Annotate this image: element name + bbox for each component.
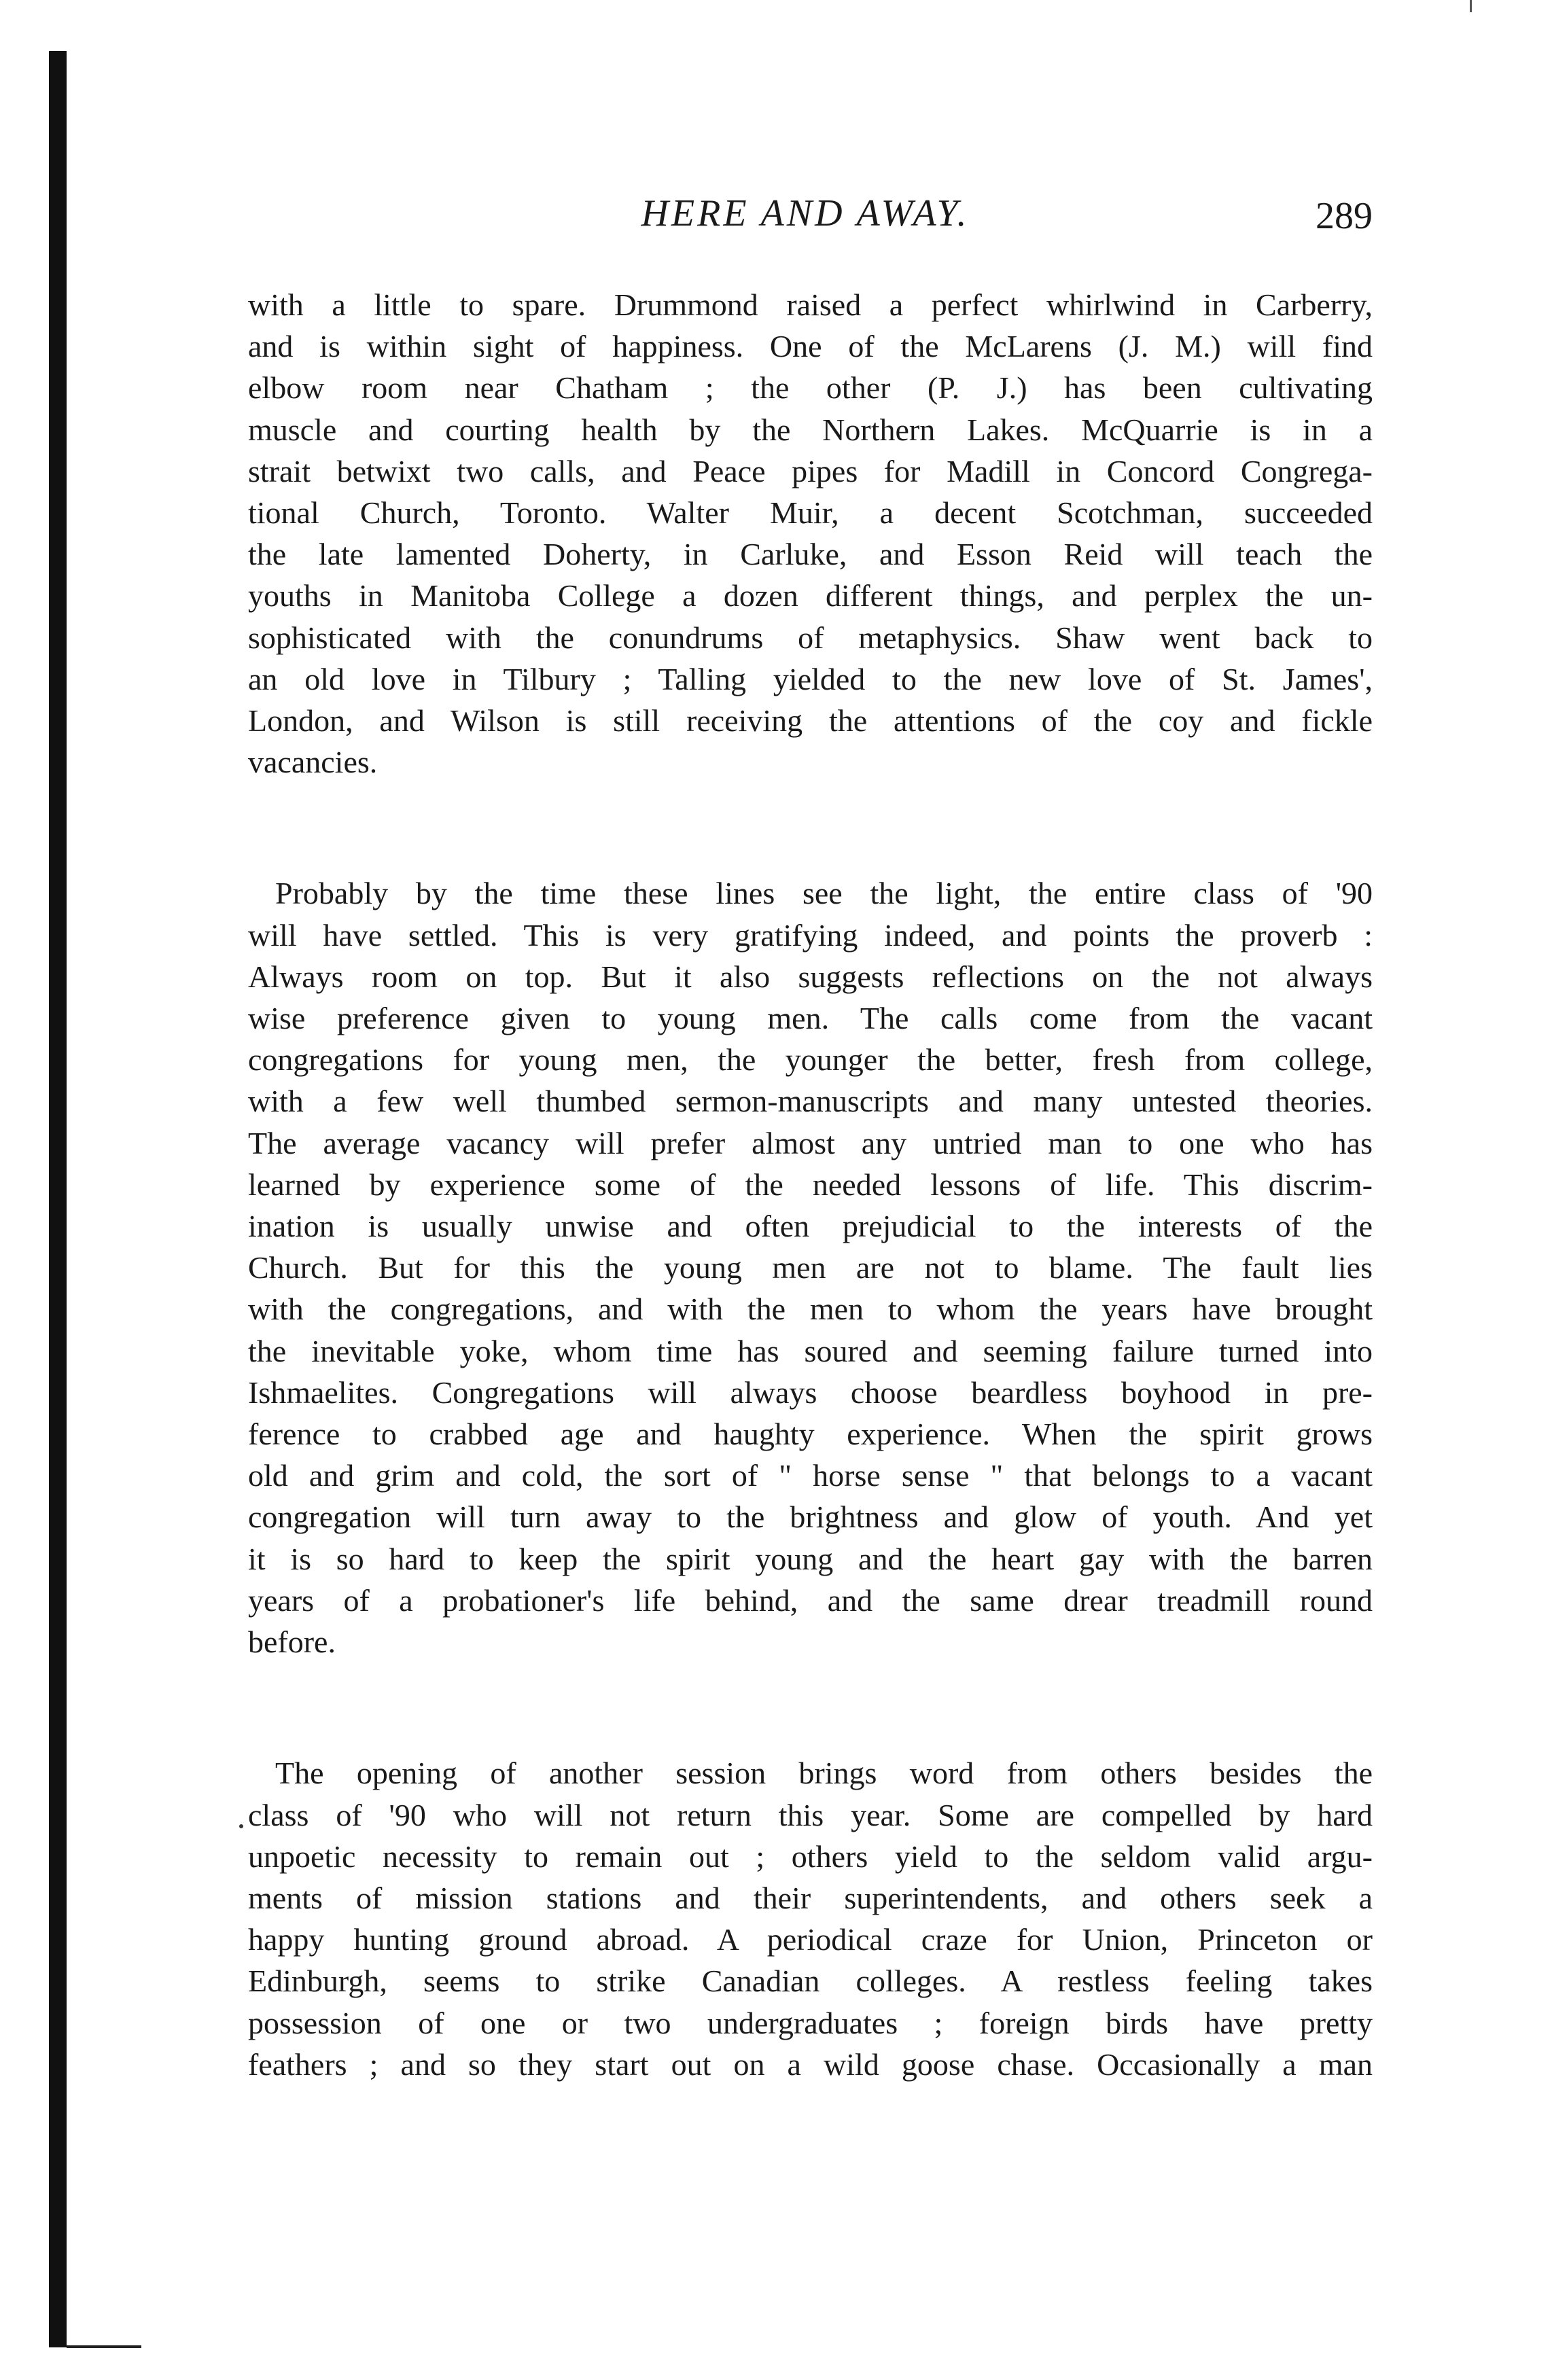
text-line: with the congregations, and with the men to whom the years have brought	[248, 1292, 1373, 1327]
page-edge-tick	[1470, 0, 1472, 12]
text-line: tional Church, Toronto. Walter Muir, a decent Scotchman, succeeded	[248, 495, 1373, 531]
text-line: congregations for young men, the younger the better, fresh from college,	[248, 1042, 1373, 1078]
text-line: Probably by the time these lines see the light, the entire class of '90	[275, 876, 1373, 911]
text-line: an old love in Tilbury ; Talling yielded to the new love of St. James',	[248, 661, 1373, 696]
text-line: The opening of another session brings word from others besides the	[275, 1756, 1373, 1791]
text-line: old and grim and cold, the sort of " horse sense " that belongs to a vacant	[248, 1458, 1373, 1493]
binding-rule	[49, 51, 67, 2347]
text-line: vacancies.	[248, 745, 378, 780]
text-line: wise preference given to young men. The calls come from the vacant	[248, 1001, 1373, 1036]
text-line: happy hunting ground abroad. A periodical craze for Union, Princeton or	[248, 1922, 1373, 1957]
text-line: will have settled. This is very gratifying indeed, and points the proverb :	[248, 917, 1373, 953]
text-line: it is so hard to keep the spirit young and the heart gay with the barren	[248, 1541, 1373, 1576]
text-line: Always room on top. But it also suggests reflections on the not always	[248, 959, 1373, 994]
text-line: Church. But for this the young men are not to blame. The fault lies	[248, 1250, 1373, 1285]
text-line: with a few well thumbed sermon-manuscripts and many untested theories.	[248, 1084, 1373, 1119]
text-line: the late lamented Doherty, in Carluke, and Esson Reid will teach the	[248, 537, 1373, 572]
text-line: Ishmaelites. Congregations will always choose beardless boyhood in pre-	[248, 1374, 1373, 1410]
text-line: and is within sight of happiness. One of the McLarens (J. M.) will find	[248, 329, 1373, 364]
running-head	[248, 192, 1373, 246]
page-number: 289	[1316, 195, 1373, 237]
text-line: strait betwixt two calls, and Peace pipes for Madill in Concord Congrega-	[248, 453, 1373, 489]
text-line: possession of one or two undergraduates ; foreign birds have pretty	[248, 2005, 1373, 2040]
paragraph-1	[248, 284, 1373, 783]
text-line: muscle and courting health by the Northern Lakes. McQuarrie is in a	[248, 412, 1373, 447]
text-line: class of '90 who will not return this year. Some are compelled by hard	[248, 1797, 1373, 1832]
text-line: sophisticated with the conundrums of metaphysics. Shaw went back to	[248, 620, 1373, 655]
binding-foot-rule	[67, 2345, 141, 2348]
text-line: unpoetic necessity to remain out ; others yield to the seldom valid argu-	[248, 1839, 1373, 1874]
paragraph-2	[248, 872, 1373, 1663]
text-line: feathers ; and so they start out on a wild goose chase. Occasionally a man	[248, 2046, 1373, 2082]
text-line: before.	[248, 1624, 336, 1660]
body-text	[248, 284, 1373, 2175]
text-line: the inevitable yoke, whom time has soured and seeming failure turned into	[248, 1333, 1373, 1368]
text-line: London, and Wilson is still receiving the attentions of the coy and fickle	[248, 703, 1373, 739]
text-line: ination is usually unwise and often prejudicial to the interests of the	[248, 1209, 1373, 1244]
running-title: HERE AND AWAY.	[641, 192, 970, 234]
text-line: learned by experience some of the needed lessons of life. This discrim-	[248, 1167, 1373, 1202]
text-line: Edinburgh, seems to strike Canadian colleges. A restless feeling takes	[248, 1964, 1373, 1999]
text-line: congregation will turn away to the brightness and glow of youth. And yet	[248, 1499, 1373, 1535]
margin-mark	[239, 1824, 243, 1828]
text-line: The average vacancy will prefer almost any untried man to one who has	[248, 1125, 1373, 1160]
text-line: years of a probationer's life behind, and the same drear treadmill round	[248, 1582, 1373, 1618]
text-line: youths in Manitoba College a dozen different things, and perplex the un-	[248, 578, 1373, 614]
text-line: ference to crabbed age and haughty experience. When the spirit grows	[248, 1417, 1373, 1452]
text-line: with a little to spare. Drummond raised a perfect whirlwind in Carberry,	[248, 287, 1373, 322]
text-line: elbow room near Chatham ; the other (P. J.) has been cultivating	[248, 370, 1373, 406]
paragraph-3	[248, 1752, 1373, 2085]
text-line: ments of mission stations and their superintendents, and others seek a	[248, 1880, 1373, 1915]
